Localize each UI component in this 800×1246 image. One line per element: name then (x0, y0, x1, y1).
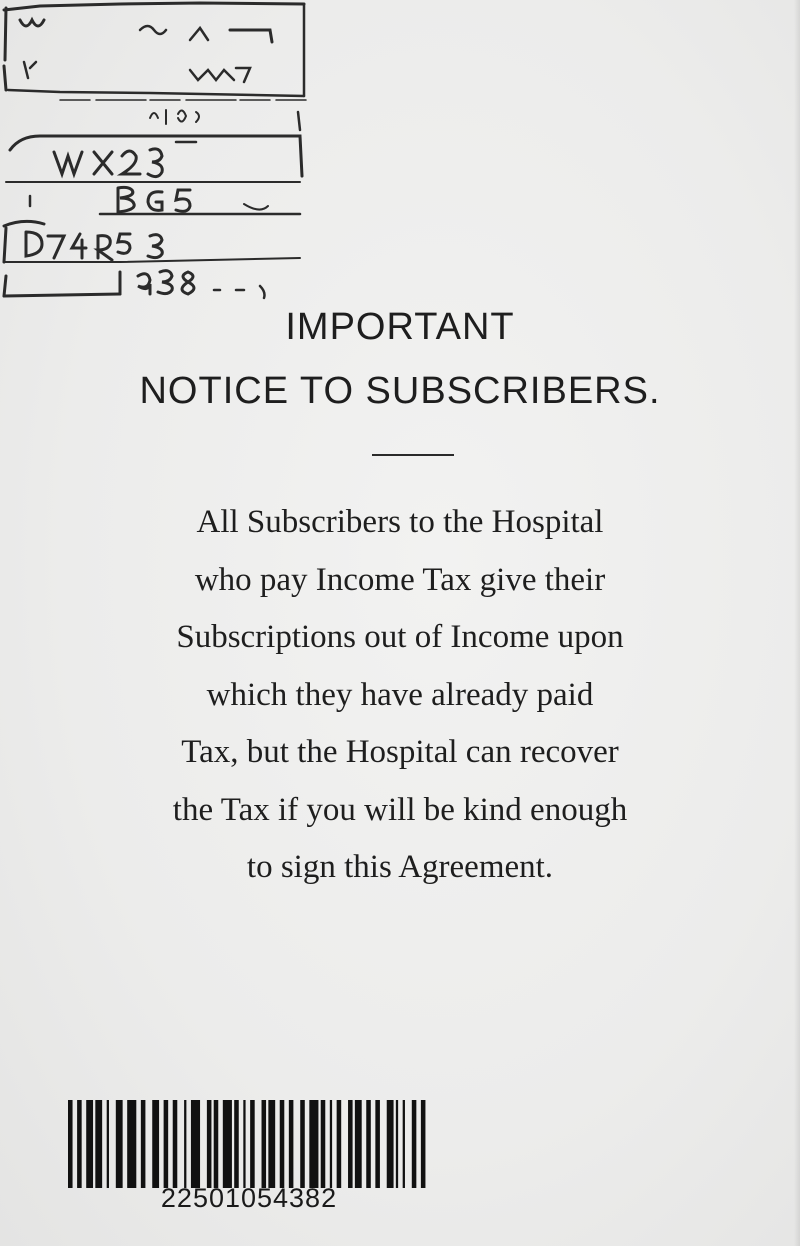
barcode-bar (152, 1100, 159, 1188)
barcode-bar (355, 1100, 362, 1188)
library-catalogue-label (0, 0, 320, 300)
barcode-bar (223, 1100, 232, 1188)
barcode-bar (127, 1100, 136, 1188)
barcode-bar (214, 1100, 219, 1188)
barcode-bar (309, 1100, 318, 1188)
barcode-bar (300, 1100, 305, 1188)
barcode-bar (348, 1100, 353, 1188)
body-line: to sign this Agreement. (246, 849, 554, 885)
barcode-bar (116, 1100, 123, 1188)
barcode-bar (243, 1100, 245, 1188)
barcode-bar (107, 1100, 109, 1188)
body-line: the Tax if you will be kind enough (172, 791, 628, 828)
barcode-bars (68, 1100, 430, 1188)
barcode-bar (68, 1100, 73, 1188)
barcode-bar (403, 1100, 405, 1188)
barcode-bar (262, 1100, 267, 1188)
barcode-bar (173, 1100, 178, 1188)
barcode-bar (280, 1100, 285, 1188)
barcode-bar (366, 1100, 371, 1188)
barcode-bar (289, 1100, 294, 1188)
barcode-bar (412, 1100, 417, 1188)
barcode-bar (330, 1100, 332, 1188)
barcode-bar (184, 1100, 186, 1188)
body-line: All Subscribers to the Hospital (196, 504, 604, 540)
barcode-bar (387, 1100, 394, 1188)
barcode-bar (164, 1100, 169, 1188)
heading-divider (372, 454, 454, 456)
body-line: who pay Income Tax give their (194, 561, 606, 598)
barcode-bar (321, 1100, 326, 1188)
notice-body (0, 494, 800, 897)
library-barcode (68, 1100, 430, 1220)
barcode-bar (77, 1100, 82, 1188)
barcode-bar (141, 1100, 146, 1188)
barcode-bar (86, 1100, 93, 1188)
barcode-bar (268, 1100, 275, 1188)
barcode-bar (396, 1100, 398, 1188)
body-line: Tax, but the Hospital can recover (181, 734, 619, 770)
barcode-bar (95, 1100, 102, 1188)
barcode-bar (191, 1100, 200, 1188)
barcode-bar (375, 1100, 380, 1188)
barcode-number: 22501054382 (160, 1183, 338, 1213)
notice-heading-subscribers: NOTICE TO SUBSCRIBERS. (139, 370, 661, 412)
library-label-drawing (0, 0, 320, 300)
barcode-bar (421, 1100, 426, 1188)
barcode-bar (250, 1100, 255, 1188)
barcode-bar (207, 1100, 212, 1188)
barcode-bar (337, 1100, 342, 1188)
body-line: which they have already paid (206, 676, 594, 713)
barcode-bar (234, 1100, 239, 1188)
notice-heading-important: IMPORTANT (285, 306, 515, 348)
body-line: Subscriptions out of Income upon (176, 619, 624, 655)
